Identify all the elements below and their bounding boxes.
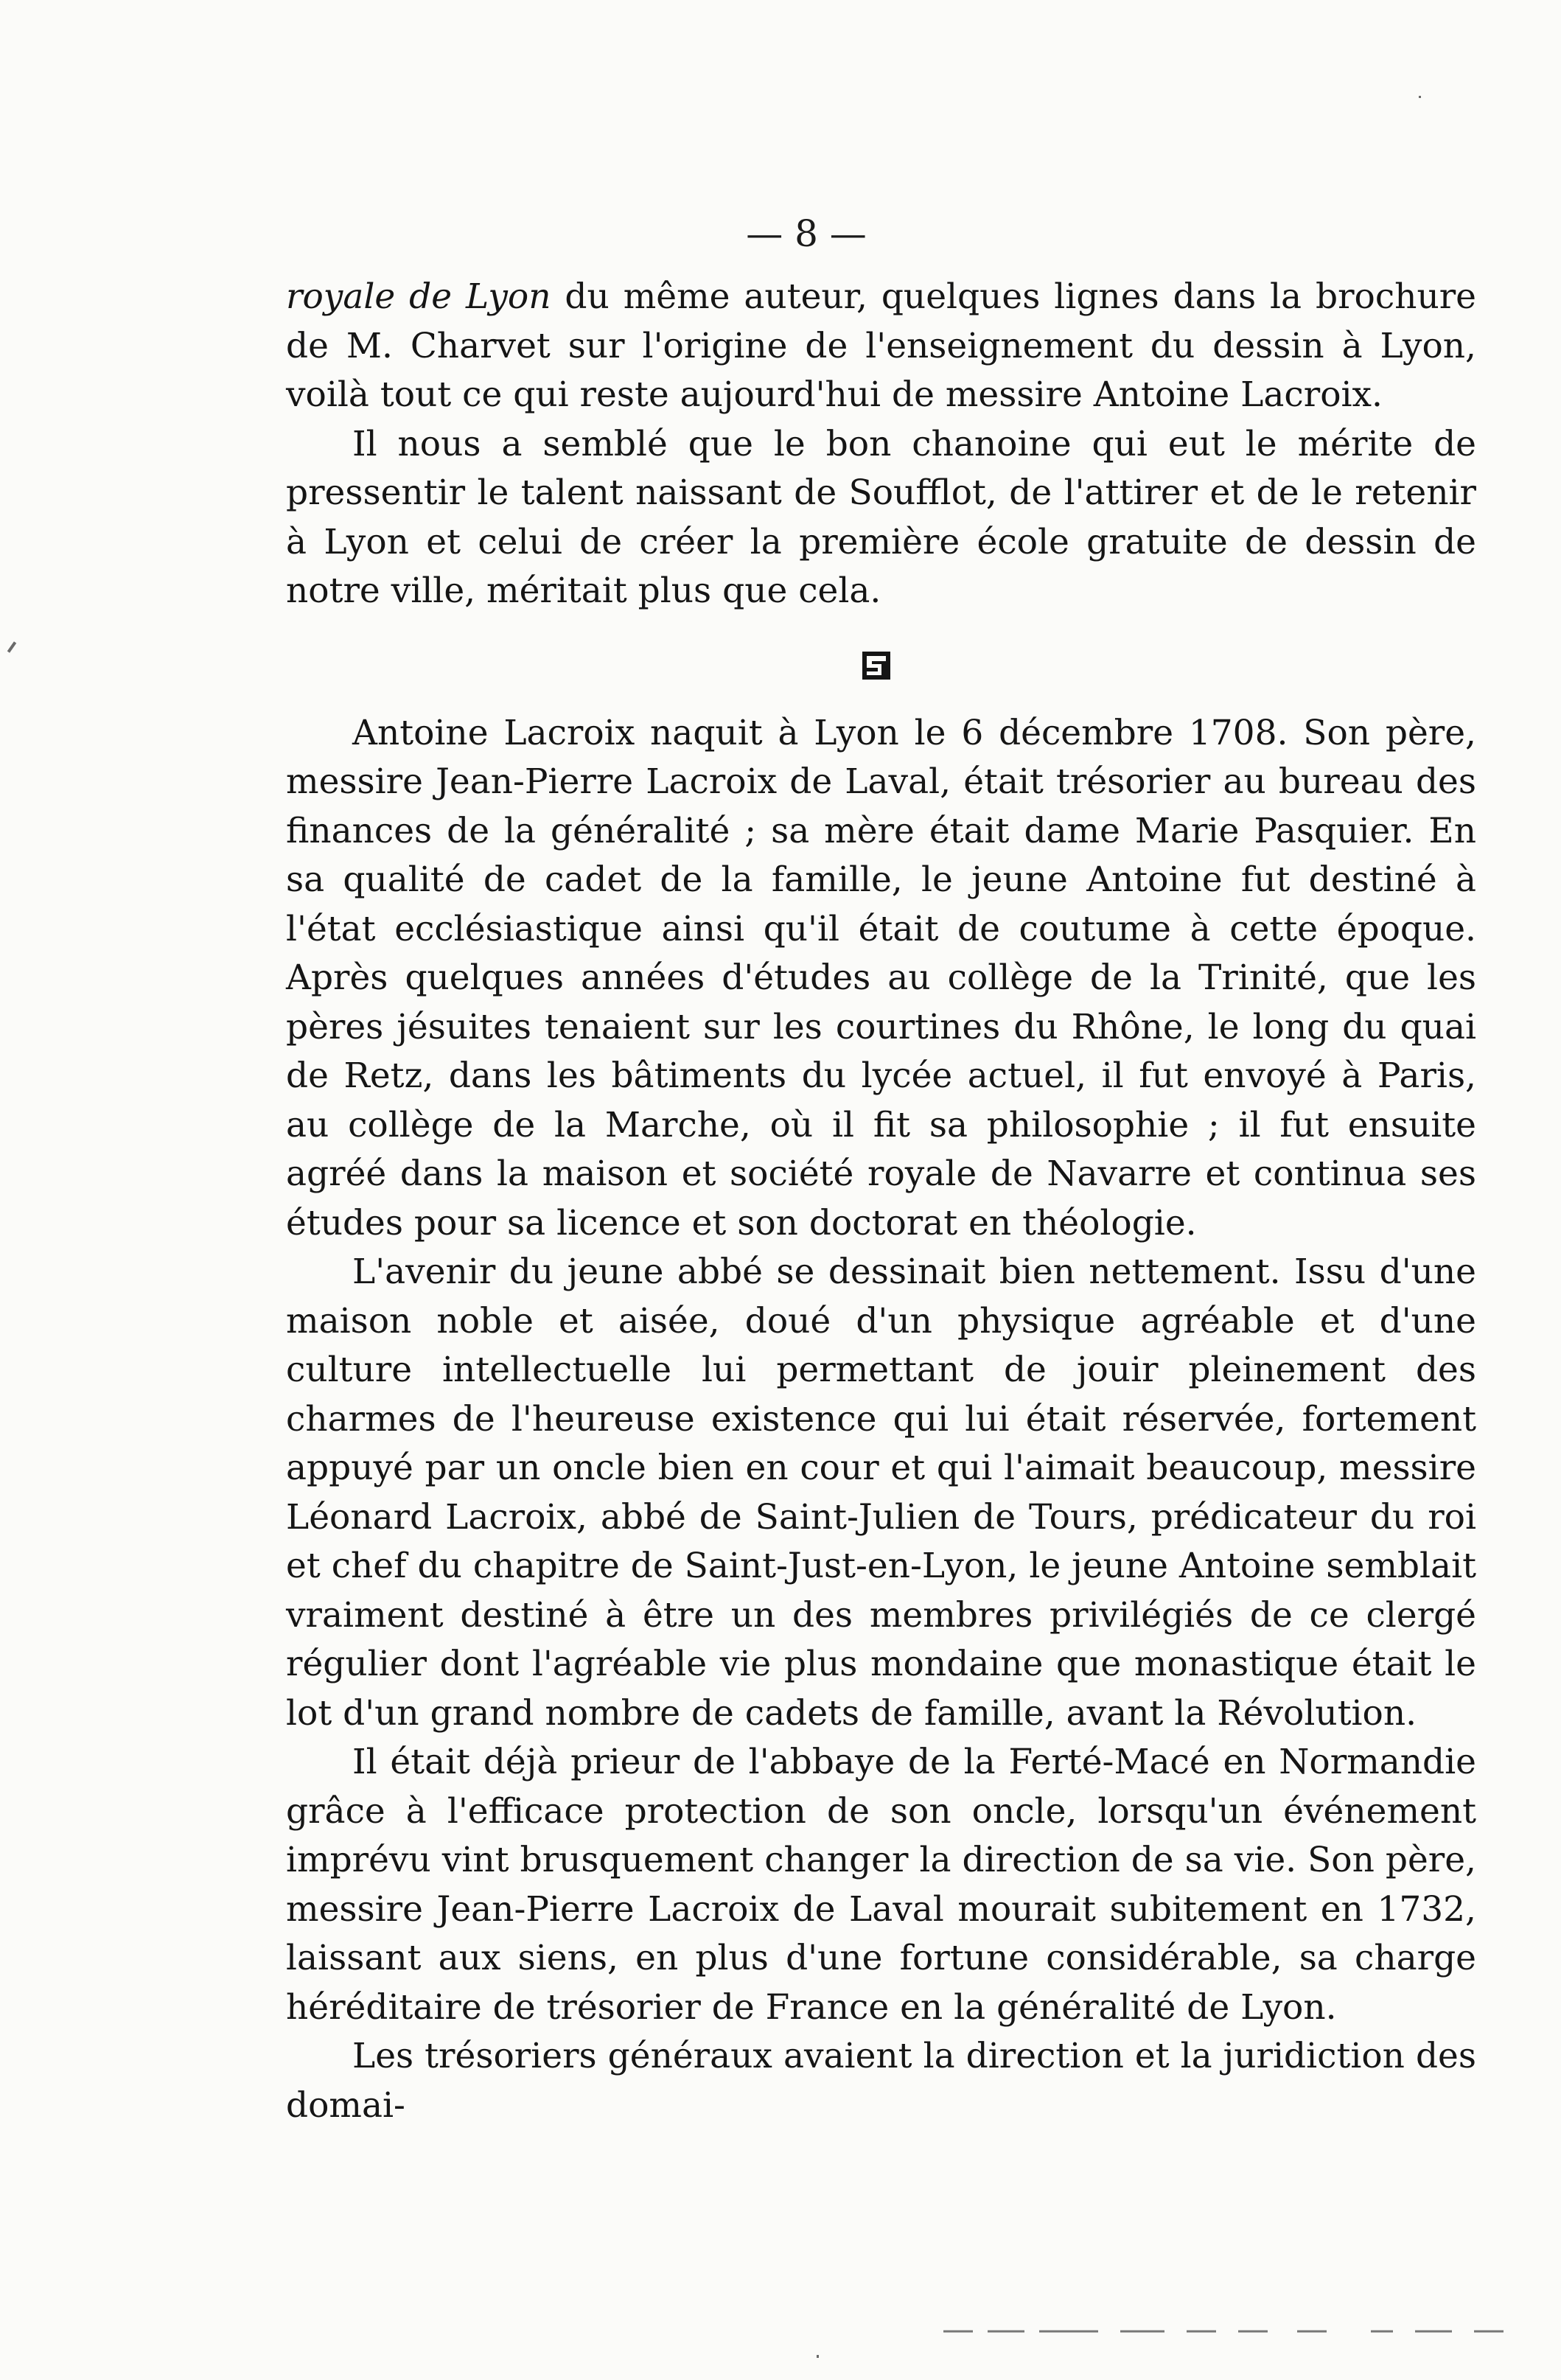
paragraph-avenir: L'avenir du jeune abbé se dessinait bien nettement. Issu d'une maison noble et aisée, doué d'un physique agréable et d'une culture intellectuelle lui permettant de jouir pleinement des charmes de l'heureuse existence qui lui était réservée, fortement appuyé par un oncle bien en cour et qui l'aimait beaucoup, messire Léonard Lacroix, abbé de Saint-Julien de Tours, prédicateur du roi et chef du chapitre de Saint-Just-en-Lyon, le jeune Antoine semblait vraiment destiné à être un des membres privilégiés de ce clergé régulier dont l'agréable vie plus mondaine que monastique était le lot d'un grand nombre de cadets de famille, avant la Révolution. <box>286 1252 1476 1734</box>
page-number: — 8 — <box>746 212 867 255</box>
paragraph-tresoriers: Les trésoriers généraux avaient la direction et la juridiction des domai- <box>286 2036 1476 2126</box>
scan-speck <box>1419 96 1421 98</box>
paragraph-prieur: Il était déjà prieur de l'abbaye de la Ferté-Macé en Normandie grâce à l'efficace protection de son oncle, lorsqu'un événement imprévu vint brusquement changer la direction de sa vie. Son père, messire Jean-Pierre Lacroix de Laval mourait subitement en 1732, laissant aux siens, en plus d'une fortune considérable, sa charge héréditaire de trésorier de France en la généralité de Lyon. <box>286 1742 1476 2028</box>
opening-paragraph <box>286 273 1476 420</box>
scan-speck <box>7 641 16 652</box>
scan-speck <box>817 2355 819 2358</box>
fleuron-ornament-icon <box>861 650 892 681</box>
italic-title: royale de Lyon <box>286 276 551 317</box>
paragraph-chanoine: Il nous a semblé que le bon chanoine qui eut le mérite de pressentir le talent naissant de Soufflot, de l'attirer et de le retenir à Lyon et celui de créer la première école gratuite de dessin de notre ville, méritait plus que cela. <box>286 423 1476 611</box>
section-ornament <box>286 616 1476 709</box>
body-text <box>286 273 1476 2130</box>
opening-paragraph-text: du même auteur, quelques lignes dans la brochure de M. Charvet sur l'origine de l'enseignement du dessin à Lyon, voilà tout ce qui reste aujourd'hui de messire Antoine Lacroix. <box>286 276 1476 415</box>
paragraph-naissance: Antoine Lacroix naquit à Lyon le 6 décembre 1708. Son père, messire Jean-Pierre Lacroix de Laval, était trésorier au bureau des finances de la généralité ; sa mère était dame Marie Pasquier. En sa qualité de cadet de la famille, le jeune Antoine fut destiné à l'état ecclésiastique ainsi qu'il était de coutume à cette époque. Après quelques années d'études au collège de la Trinité, que les pères jésuites tenaient sur les courtines du Rhône, le long du quai de Retz, dans les bâtiments du lycée actuel, il fut envoyé à Paris, au collège de la Marche, où il fit sa philosophie ; il fut ensuite agréé dans la maison et société royale de Navarre et continua ses études pour sa licence et son doctorat en théologie. <box>286 712 1476 1243</box>
bottom-scan-dashes <box>943 2328 1518 2335</box>
